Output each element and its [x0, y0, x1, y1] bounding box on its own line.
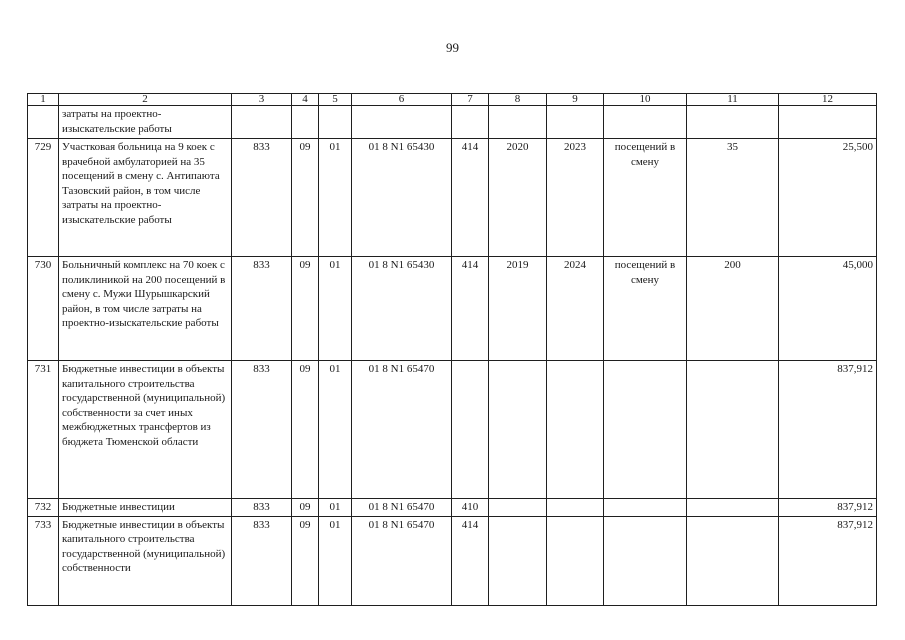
section-code — [292, 106, 319, 139]
ministry-code: 833 — [232, 499, 292, 517]
start-year — [489, 106, 547, 139]
capacity — [687, 516, 779, 605]
section-code: 09 — [292, 499, 319, 517]
header-cell-1: 1 — [28, 94, 59, 106]
ministry-code: 833 — [232, 139, 292, 257]
row-number — [28, 106, 59, 139]
subsection-code: 01 — [319, 257, 352, 361]
unit: посещений в смену — [604, 139, 687, 257]
capacity — [687, 106, 779, 139]
table-row — [28, 499, 877, 517]
item-name: Участковая больница на 9 коек с врачебной амбулаторией на 35 посещений в смену с. Антипаюта Тазовский район, в том числе затраты на проектно-изыскательские работы — [59, 139, 232, 257]
capacity — [687, 361, 779, 499]
end-year — [547, 361, 604, 499]
item-name: Бюджетные инвестиции в объекты капитального строительства государственной (муниципальной) собственности за счет иных межбюджетных трансфертов из бюджета Тюменской области — [59, 361, 232, 499]
section-code: 09 — [292, 257, 319, 361]
subsection-code — [319, 106, 352, 139]
start-year — [489, 516, 547, 605]
row-number: 730 — [28, 257, 59, 361]
end-year: 2024 — [547, 257, 604, 361]
expense-type: 414 — [452, 257, 489, 361]
header-cell-12: 12 — [779, 94, 877, 106]
capacity: 35 — [687, 139, 779, 257]
target-code: 01 8 N1 65470 — [352, 361, 452, 499]
end-year: 2023 — [547, 139, 604, 257]
section-code: 09 — [292, 361, 319, 499]
amount — [779, 106, 877, 139]
unit — [604, 516, 687, 605]
target-code: 01 8 N1 65470 — [352, 499, 452, 517]
expense-type: 414 — [452, 139, 489, 257]
header-cell-8: 8 — [489, 94, 547, 106]
table-row — [28, 106, 877, 139]
section-code: 09 — [292, 516, 319, 605]
ministry-code: 833 — [232, 516, 292, 605]
start-year — [489, 361, 547, 499]
expense-type: 410 — [452, 499, 489, 517]
expense-type — [452, 106, 489, 139]
header-cell-2: 2 — [59, 94, 232, 106]
ministry-code: 833 — [232, 361, 292, 499]
unit — [604, 106, 687, 139]
start-year: 2019 — [489, 257, 547, 361]
unit — [604, 361, 687, 499]
header-cell-11: 11 — [687, 94, 779, 106]
amount: 837,912 — [779, 361, 877, 499]
row-number: 731 — [28, 361, 59, 499]
subsection-code: 01 — [319, 361, 352, 499]
amount: 45,000 — [779, 257, 877, 361]
subsection-code: 01 — [319, 516, 352, 605]
header-cell-7: 7 — [452, 94, 489, 106]
capacity — [687, 499, 779, 517]
item-name: Больничный комплекс на 70 коек с поликлиникой на 200 посещений в смену с. Мужи Шурышкарский район, в том числе затраты на проектно-изыскательские работы — [59, 257, 232, 361]
table-row — [28, 139, 877, 257]
row-number: 733 — [28, 516, 59, 605]
table-row — [28, 257, 877, 361]
expense-type: 414 — [452, 516, 489, 605]
target-code — [352, 106, 452, 139]
header-cell-6: 6 — [352, 94, 452, 106]
header-cell-4: 4 — [292, 94, 319, 106]
amount: 25,500 — [779, 139, 877, 257]
end-year — [547, 516, 604, 605]
capacity: 200 — [687, 257, 779, 361]
item-name: Бюджетные инвестиции — [59, 499, 232, 517]
expense-type — [452, 361, 489, 499]
section-code: 09 — [292, 139, 319, 257]
amount: 837,912 — [779, 499, 877, 517]
unit: посещений в смену — [604, 257, 687, 361]
table-row — [28, 361, 877, 499]
target-code: 01 8 N1 65430 — [352, 257, 452, 361]
table-row — [28, 516, 877, 605]
header-cell-5: 5 — [319, 94, 352, 106]
ministry-code — [232, 106, 292, 139]
end-year — [547, 106, 604, 139]
row-number: 732 — [28, 499, 59, 517]
header-cell-10: 10 — [604, 94, 687, 106]
ministry-code: 833 — [232, 257, 292, 361]
target-code: 01 8 N1 65470 — [352, 516, 452, 605]
subsection-code: 01 — [319, 499, 352, 517]
header-row — [28, 94, 877, 106]
unit — [604, 499, 687, 517]
header-cell-9: 9 — [547, 94, 604, 106]
budget-table — [27, 93, 877, 606]
page-number: 99 — [446, 40, 459, 55]
start-year: 2020 — [489, 139, 547, 257]
target-code: 01 8 N1 65430 — [352, 139, 452, 257]
item-name: Бюджетные инвестиции в объекты капитального строительства государственной (муниципальной) собственности — [59, 516, 232, 605]
end-year — [547, 499, 604, 517]
row-number: 729 — [28, 139, 59, 257]
item-name: затраты на проектно-изыскательские работы — [59, 106, 232, 139]
header-cell-3: 3 — [232, 94, 292, 106]
amount: 837,912 — [779, 516, 877, 605]
subsection-code: 01 — [319, 139, 352, 257]
start-year — [489, 499, 547, 517]
